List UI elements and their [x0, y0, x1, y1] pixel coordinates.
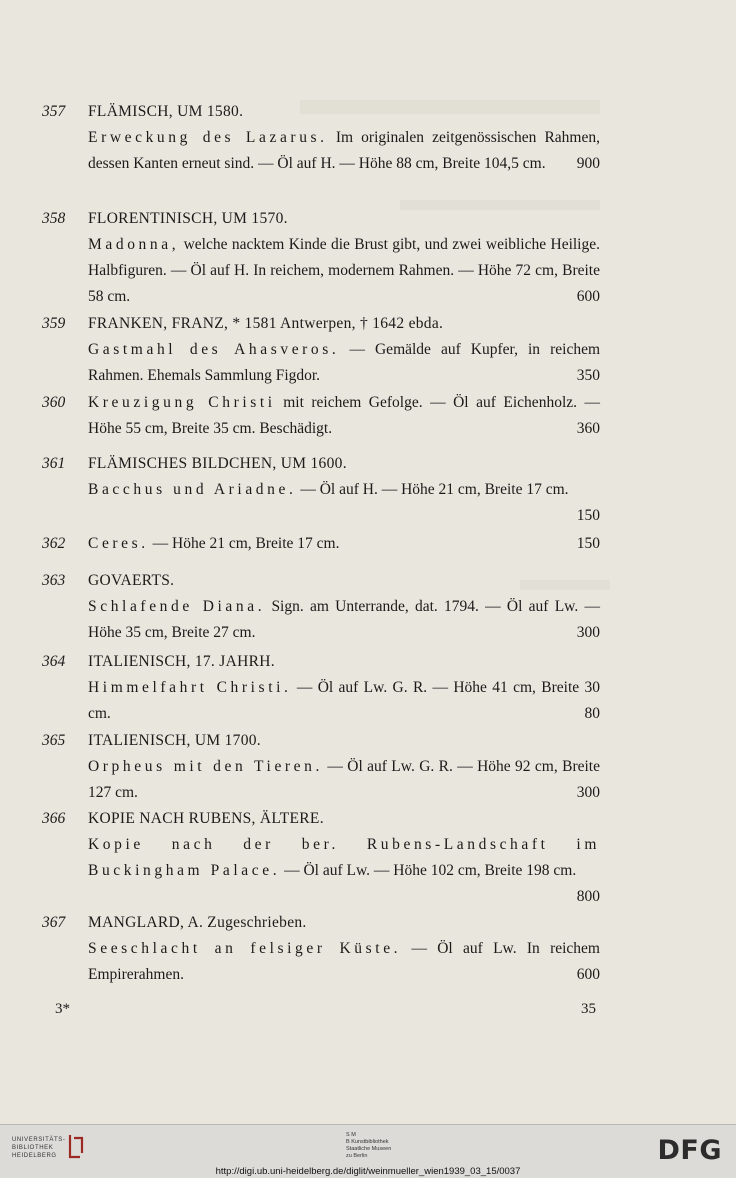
show-through	[400, 200, 600, 210]
lot-number: 361	[42, 455, 66, 472]
lot-number: 363	[42, 572, 66, 589]
artist-heading: KOPIE NACH RUBENS, ÄLTERE.	[88, 810, 324, 827]
artist-heading: ITALIENISCH, UM 1700.	[88, 732, 261, 749]
page-number: 35	[581, 1001, 596, 1017]
university-logo[interactable]	[12, 1136, 65, 1160]
entry-description	[88, 477, 600, 529]
entry-description	[88, 390, 600, 442]
artwork-title: Gastmahl des Ahasveros.	[88, 341, 340, 358]
artist-heading: MANGLARD, A. Zugeschrieben.	[88, 914, 307, 931]
university-line: BIBLIOTHEK	[12, 1145, 54, 1151]
artist-heading: FLÄMISCHES BILDCHEN, UM 1600.	[88, 455, 347, 472]
lot-number: 367	[42, 914, 66, 931]
lot-number: 364	[42, 653, 66, 670]
lot-number: 357	[42, 103, 66, 120]
artwork-title: Schlafende Diana.	[88, 598, 266, 615]
entry-description	[88, 232, 600, 310]
estimate-price: 150	[576, 507, 600, 524]
artwork-title: Kopie nach der ber. Rubens-Landschaft im Buckingham Palace.	[88, 836, 600, 879]
university-line: UNIVERSITÄTS-	[12, 1137, 66, 1143]
estimate-price: 600	[576, 288, 600, 305]
footer-bar	[0, 1124, 736, 1178]
estimate-price: 150	[576, 535, 600, 552]
signature-mark: 3*	[55, 1001, 70, 1017]
artwork-details: — Öl auf H. — Höhe 21 cm, Breite 17 cm.	[300, 481, 569, 498]
estimate-price: 800	[576, 888, 600, 905]
artwork-details: — Öl auf Lw. — Höhe 102 cm, Breite 198 cm.	[284, 862, 577, 879]
artwork-title: Erweckung des Lazarus.	[88, 129, 328, 146]
artwork-title: Kreuzigung Christi	[88, 394, 276, 411]
artist-heading: FLORENTINISCH, UM 1570.	[88, 210, 288, 227]
lot-number: 358	[42, 210, 66, 227]
dfg-logo[interactable]: DFG	[657, 1135, 722, 1166]
artwork-title: Bacchus und Ariadne.	[88, 481, 297, 498]
entry-description	[88, 337, 600, 389]
artist-heading: FLÄMISCH, UM 1580.	[88, 103, 244, 120]
entry-description	[88, 936, 600, 988]
artwork-details: — Öl auf Lw. In reichem Empirerahmen.	[88, 940, 600, 983]
artwork-details: Im originalen zeitgenössischen Rahmen, dessen Kanten erneut sind. — Öl auf H. — Höhe 88 cm, Breite 104,5 cm.	[88, 129, 600, 172]
artist-heading: FRANKEN, FRANZ, * 1581 Antwerpen, † 1642 ebda.	[88, 315, 444, 332]
entry-description	[88, 832, 600, 910]
artwork-details: — Höhe 21 cm, Breite 17 cm.	[152, 535, 340, 552]
artwork-details: welche nacktem Kinde die Brust gibt, und zwei weibliche Heilige. Halbfiguren. — Öl auf H. In reichem, modernem Rahmen. — Höhe 72 cm, Breite 58 cm.	[88, 236, 600, 305]
artwork-title: Himmelfahrt Christi.	[88, 679, 292, 696]
artwork-details: — Öl auf Lw. G. R. — Höhe 41 cm, Breite 30 cm.	[88, 679, 600, 722]
entry-description	[88, 125, 600, 177]
lot-number: 362	[42, 535, 66, 552]
lot-number: 360	[42, 394, 66, 411]
partner-line: zu Berlin	[346, 1153, 368, 1159]
artwork-details: mit reichem Gefolge. — Öl auf Eichenholz. — Höhe 55 cm, Breite 35 cm. Beschädigt.	[88, 394, 601, 437]
show-through	[520, 580, 610, 590]
artwork-details: — Öl auf Lw. G. R. — Höhe 92 cm, Breite 127 cm.	[88, 758, 600, 801]
artwork-title: Madonna,	[88, 236, 180, 253]
lot-number: 366	[42, 810, 66, 827]
artist-heading: ITALIENISCH, 17. JAHRH.	[88, 653, 275, 670]
artist-heading: GOVAERTS.	[88, 572, 175, 589]
partner-line: S M	[346, 1132, 356, 1138]
partner-line: Staatliche Museen	[346, 1146, 392, 1152]
lot-number: 359	[42, 315, 66, 332]
entry-description	[88, 754, 600, 806]
partner-line: B Kunstbibliothek	[346, 1139, 389, 1145]
estimate-price: 300	[576, 624, 600, 641]
show-through	[300, 100, 600, 114]
university-line: HEIDELBERG	[12, 1153, 57, 1159]
entry-description	[88, 531, 600, 557]
estimate-price: 900	[576, 155, 600, 172]
entry-description	[88, 594, 600, 646]
artwork-details: Sign. am Unterrande, dat. 1794. — Öl auf Lw. — Höhe 35 cm, Breite 27 cm.	[88, 598, 600, 641]
partner-logo[interactable]	[346, 1132, 391, 1160]
source-url-link[interactable]: http://digi.ub.uni-heidelberg.de/diglit/weinmueller_wien1939_03_15/0037	[215, 1166, 521, 1177]
artwork-title: Seeschlacht an felsiger Küste.	[88, 940, 402, 957]
estimate-price: 350	[576, 367, 600, 384]
estimate-price: 360	[576, 420, 600, 437]
estimate-price: 300	[576, 784, 600, 801]
entry-description	[88, 675, 600, 727]
artwork-title: Orpheus mit den Tieren.	[88, 758, 323, 775]
artwork-title: Ceres.	[88, 535, 149, 552]
artwork-details: — Gemälde auf Kupfer, in reichem Rahmen. Ehemals Sammlung Figdor.	[88, 341, 601, 384]
university-emblem-icon	[68, 1133, 84, 1159]
lot-number: 365	[42, 732, 66, 749]
estimate-price: 80	[584, 705, 600, 722]
estimate-price: 600	[576, 966, 600, 983]
